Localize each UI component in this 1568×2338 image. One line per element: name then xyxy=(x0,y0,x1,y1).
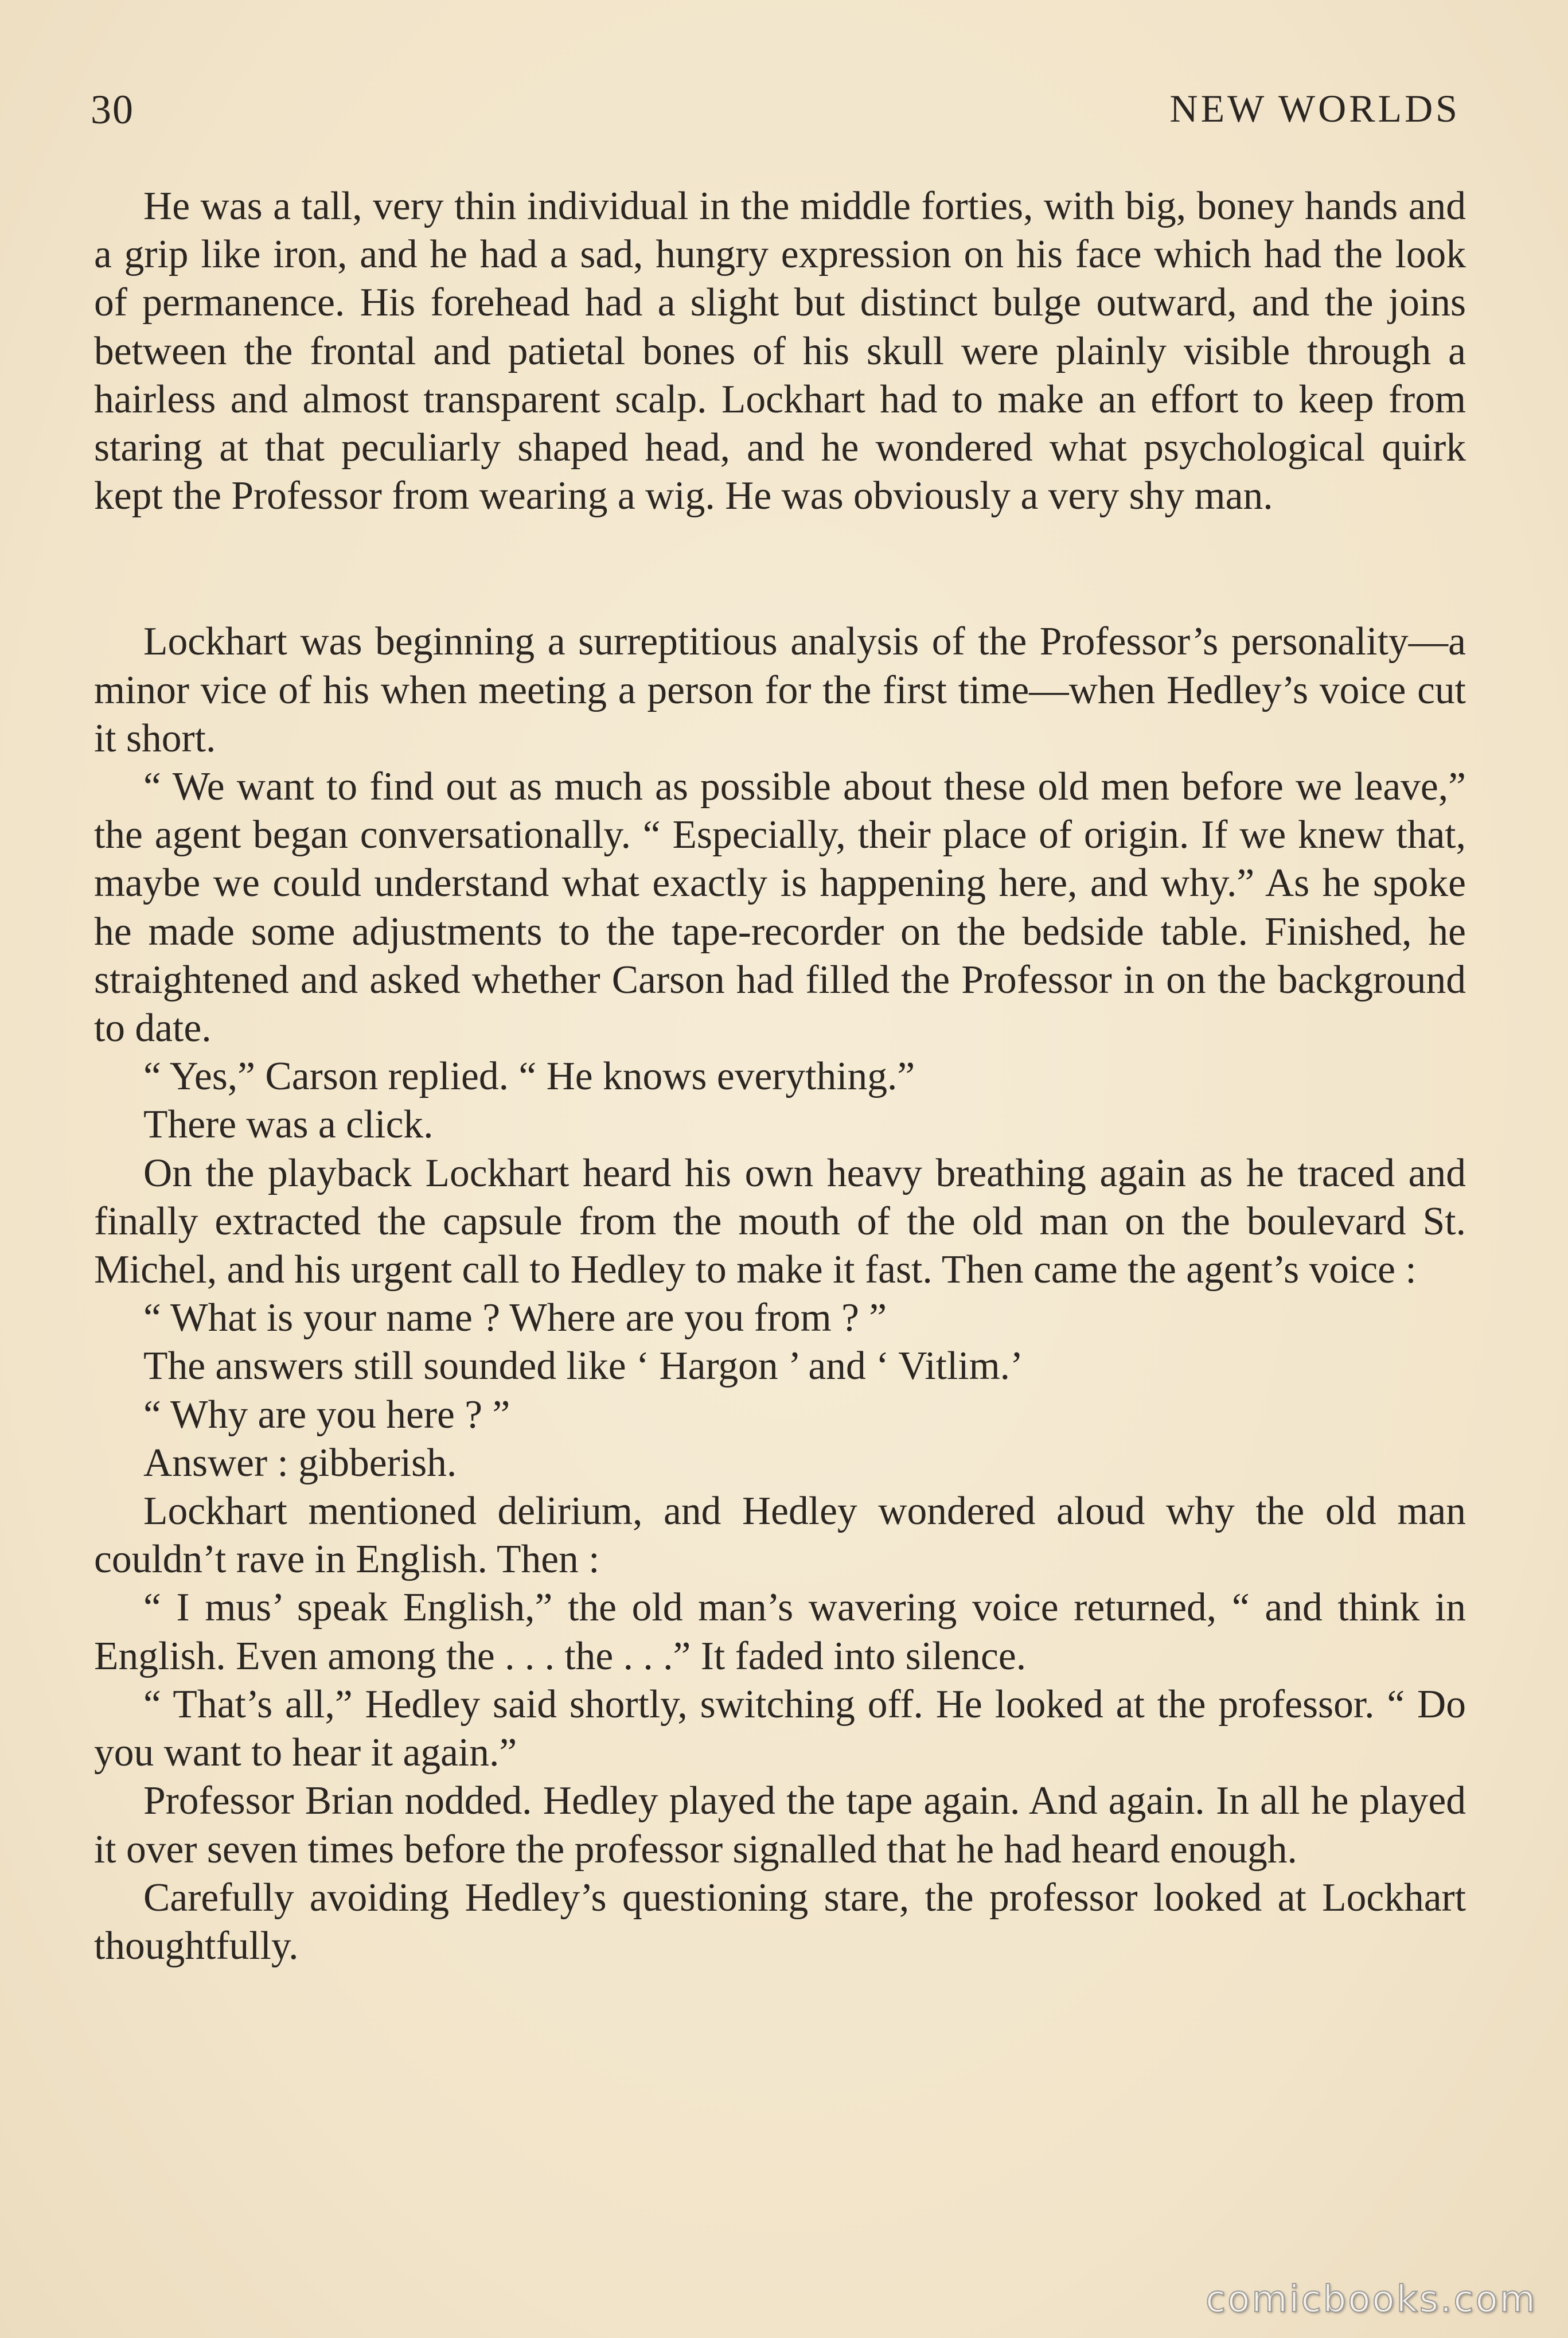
watermark: comicbooks.com xyxy=(1205,2278,1537,2321)
paragraph: “ What is your name ? Where are you from ? ” xyxy=(143,1296,887,1341)
page-header xyxy=(91,86,1460,143)
paragraph: On the playback Lockhart heard his own heavy breathing again as he traced and finally extracted the capsule from the mouth of the old man on the boulevard St. Michel, and his urgent call to Hedley to make it fast. Then came the agent’s voice : xyxy=(94,1151,1466,1292)
paragraph: “ Why are you here ? ” xyxy=(143,1392,510,1437)
paragraph: “ We want to find out as much as possible about these old men before we leave,” the agent began conversationally. “ Especially, their place of origin. If we knew that, maybe we could understand what exactly is happening here, and why.” As he spoke he made some adjustments to the tape-recorder on the bedside table. Finished, he straightened and asked whether Carson had filled the Professor in on the background to date. xyxy=(94,765,1466,1051)
paragraph: “ I mus’ speak English,” the old man’s wavering voice returned, “ and think in English. Even among the . . . the . . .” It faded into silence. xyxy=(94,1585,1466,1678)
paragraph: “ Yes,” Carson replied. “ He knows everything.” xyxy=(143,1054,915,1099)
paragraph: Lockhart mentioned delirium, and Hedley wondered aloud why the old man couldn’t rave in English. Then : xyxy=(94,1489,1466,1582)
paragraph: The answers still sounded like ‘ Hargon ’ and ‘ Vitlim.’ xyxy=(143,1344,1024,1389)
paragraph: “ That’s all,” Hedley said shortly, switching off. He looked at the professor. “ Do you want to hear it again.” xyxy=(94,1682,1466,1775)
running-head: NEW WORLDS xyxy=(1169,87,1460,130)
page-number: 30 xyxy=(91,87,134,133)
paragraph: He was a tall, very thin individual in the middle forties, with big, boney hands and a grip like iron, and he had a sad, hungry expression on his face which had the look of permanence. His forehead had a slight but distinct bulge outward, and the joins between the frontal and patietal bones of his skull were plainly visible through a hairless and almost transparent scalp. Lockhart had to make an effort to keep from staring at that peculiarly shaped head, and he wondered what psychological quirk kept the Professor from wearing a wig. He was obviously a very shy man. xyxy=(94,184,1466,519)
section-break xyxy=(94,520,1466,618)
paragraph: Answer : gibberish. xyxy=(143,1440,457,1485)
body-text xyxy=(94,182,1466,1970)
paragraph: There was a click. xyxy=(143,1102,434,1147)
paragraph: Lockhart was beginning a surreptitious analysis of the Professor’s personality—a minor vice of his when meeting a person for the first time—when Hedley’s voice cut it short. xyxy=(94,619,1466,761)
paragraph: Carefully avoiding Hedley’s questioning stare, the professor looked at Lockhart thoughtfully. xyxy=(94,1875,1466,1968)
paragraph: Professor Brian nodded. Hedley played the tape again. And again. In all he played it over seven times before the professor signalled that he had heard enough. xyxy=(94,1779,1466,1872)
